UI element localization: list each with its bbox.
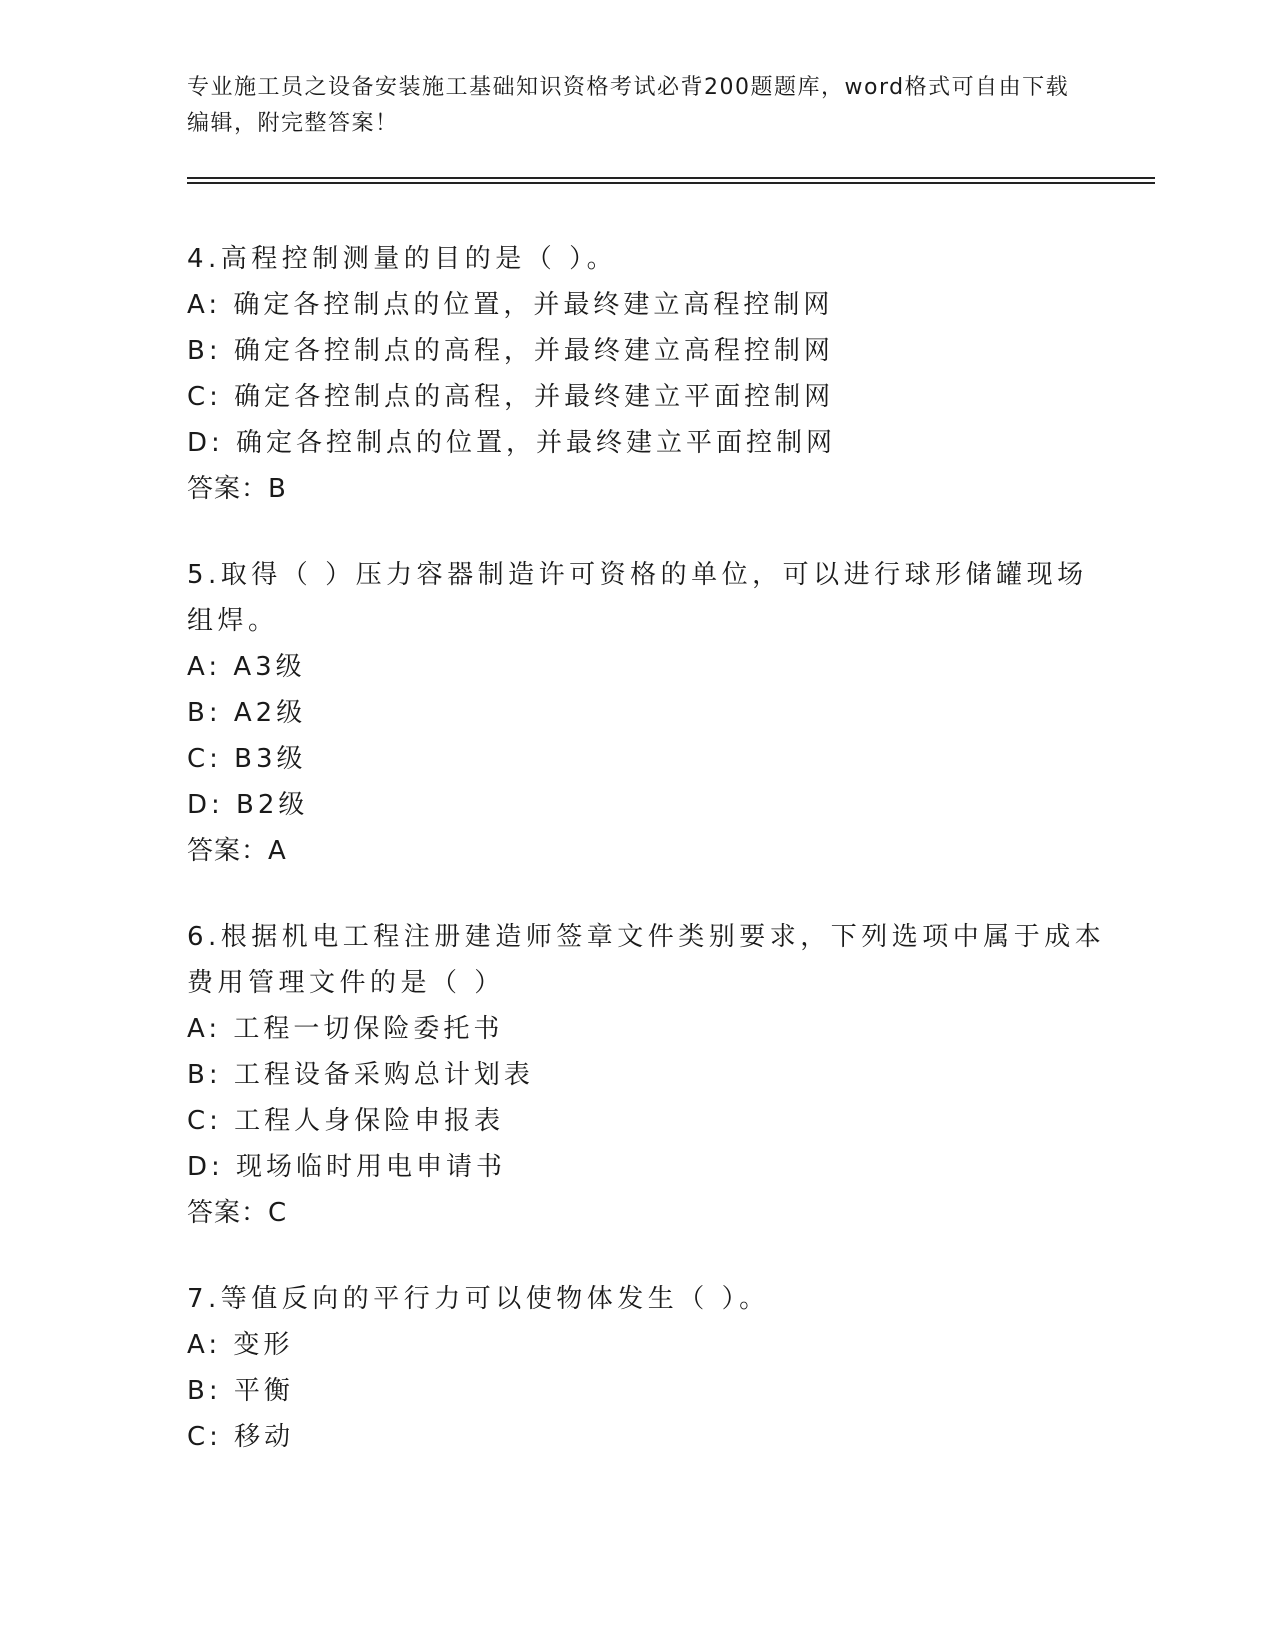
question-5 — [187, 552, 1107, 874]
option-d: D: B2级 — [187, 790, 309, 820]
option-c: C: B3级 — [187, 744, 307, 774]
option-d: D: 确定各控制点的位置，并最终建立平面控制网 — [187, 428, 837, 458]
answer: 答案：A — [187, 836, 287, 866]
option-a: A: 确定各控制点的位置，并最终建立高程控制网 — [187, 290, 834, 320]
answer: 答案：C — [187, 1198, 288, 1228]
option-c: C: 工程人身保险申报表 — [187, 1106, 505, 1136]
question-stem: 6.根据机电工程注册建造师签章文件类别要求，下列选项中属于成本费用管理文件的是（ ） — [187, 922, 1106, 998]
option-a: A: A3级 — [187, 652, 306, 682]
option-b: B: 平衡 — [187, 1376, 294, 1406]
option-c: C: 确定各控制点的高程，并最终建立平面控制网 — [187, 382, 835, 412]
question-7 — [187, 1276, 1107, 1460]
question-stem: 7.等值反向的平行力可以使物体发生（ ）。 — [187, 1284, 770, 1314]
question-stem: 5.取得（ ）压力容器制造许可资格的单位，可以进行球形储罐现场组焊。 — [187, 560, 1088, 636]
question-stem: 4.高程控制测量的目的是（ ）。 — [187, 244, 618, 274]
option-a: A: 工程一切保险委托书 — [187, 1014, 504, 1044]
answer: 答案：B — [187, 474, 287, 504]
document-header: 专业施工员之设备安装施工基础知识资格考试必背200题题库，word格式可自由下载编辑，附完整答案！ — [187, 75, 1070, 136]
option-b: B: 工程设备采购总计划表 — [187, 1060, 534, 1090]
header-divider-top — [187, 177, 1155, 179]
question-list — [187, 236, 1107, 1500]
option-b: B: 确定各控制点的高程，并最终建立高程控制网 — [187, 336, 834, 366]
question-6 — [187, 914, 1107, 1236]
option-d: D: 现场临时用电申请书 — [187, 1152, 507, 1182]
header-divider-bottom — [187, 182, 1155, 184]
option-b: B: A2级 — [187, 698, 307, 728]
option-a: A: 变形 — [187, 1330, 294, 1360]
option-c: C: 移动 — [187, 1422, 295, 1452]
question-4 — [187, 236, 1107, 512]
